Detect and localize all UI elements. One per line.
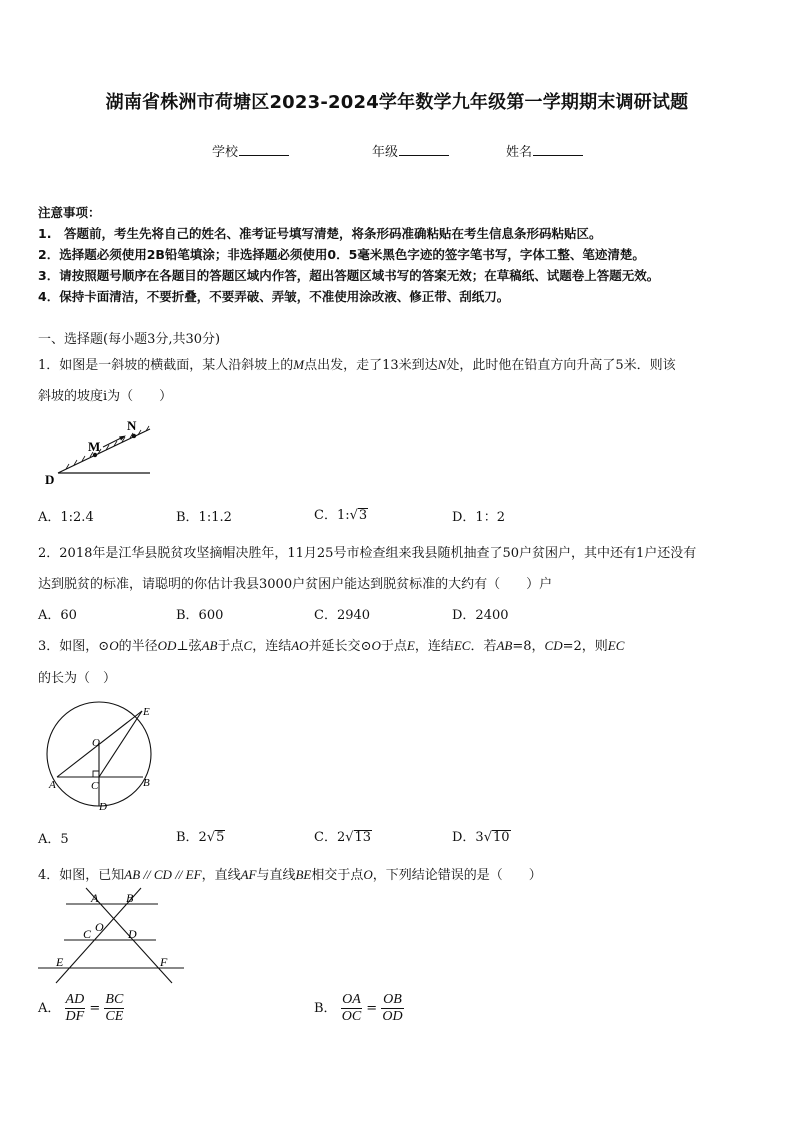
notice-title: 注意事项： [38, 205, 101, 220]
q1-stem [38, 354, 676, 373]
name-label: 姓名 [506, 145, 533, 160]
label-m: M [88, 439, 101, 454]
fraction [104, 992, 124, 1025]
q3-var: EC [453, 638, 471, 653]
q3-option-d-prefix: D．3 [452, 830, 484, 845]
q3-var: O [371, 638, 381, 653]
slope-line [58, 429, 150, 473]
q3-var: AO [291, 638, 309, 653]
q3-stem [38, 635, 624, 654]
label-b: B [126, 891, 134, 905]
slope-hatching [66, 426, 149, 469]
q1-text: 1．如图是一斜坡的横截面，某人沿斜坡上的 [38, 358, 294, 373]
equals-sign: = [89, 1001, 101, 1016]
notice-item: 4．保持卡面清洁，不要折叠，不要弄破、弄皱，不准使用涂改液、修正带、刮纸刀。 [38, 289, 510, 304]
q2-stem-line2: 达到脱贫的标准，请聪明的你估计我县3000户贫困户能达到脱贫标准的大约有（ ）户 [38, 577, 553, 592]
notice-item: 1. 答题前，考生先将自己的姓名、准考证号填写清楚，将条形码准确粘贴在考生信息条形码粘贴区。 [38, 226, 602, 241]
q1-text: 点出发，走了13米到达 [304, 358, 438, 373]
q3-text: 并延长交 [308, 639, 361, 654]
q4-option-b[interactable] [314, 992, 404, 1025]
sqrt-sign: √ [349, 508, 358, 523]
q3-option-b-radicand: 5 [216, 830, 225, 845]
q3-option-d-radicand: 10 [493, 830, 510, 845]
point-n [132, 434, 136, 438]
q3-option-c-radicand: 13 [354, 830, 372, 845]
line-ec [99, 711, 142, 777]
q4-stem [38, 864, 542, 883]
q1-var-n: N [437, 357, 447, 372]
q3-option-b-prefix: B．2 [176, 830, 207, 845]
q3-var: AB [496, 638, 513, 653]
q3-var: AB [201, 638, 218, 653]
q3-text: 于点 [217, 639, 244, 654]
circle-symbol: ⊙ [360, 639, 372, 654]
q2-option-c[interactable]: C．2940 [314, 608, 371, 623]
circle-symbol: ⊙ [98, 639, 110, 654]
right-angle-mark [93, 771, 99, 777]
label-a: A [91, 891, 99, 905]
sqrt-sign: √ [206, 830, 216, 845]
equals-sign: = [366, 1001, 378, 1016]
grade-field [372, 141, 449, 160]
arrow-head [119, 436, 126, 441]
q2-option-a[interactable]: A．60 [38, 608, 77, 623]
q1-text: 处，此时他在铅直方向升高了5米．则该 [446, 358, 676, 373]
q1-option-b[interactable]: B．1:1.2 [176, 510, 232, 525]
q4-parallel-lines-figure [36, 886, 188, 984]
label-o: O [92, 737, 100, 749]
q2-option-d[interactable]: D．2400 [452, 608, 509, 623]
fraction [381, 992, 403, 1025]
denominator: OC [341, 1009, 362, 1024]
numerator: OB [383, 992, 402, 1007]
q1-stem-line2: 斜坡的坡度i为（ ） [38, 389, 173, 404]
denominator: DF [65, 1009, 85, 1024]
label-f: F [160, 955, 168, 969]
fraction [65, 992, 86, 1025]
q3-option-b[interactable] [176, 826, 225, 845]
label-d: D [128, 927, 137, 941]
q4-var: AB // CD // EF [124, 867, 202, 882]
q4-option-a[interactable] [38, 992, 124, 1025]
school-label: 学校 [212, 145, 239, 160]
q4-text: 与直线 [256, 868, 296, 883]
label-o: O [95, 920, 104, 934]
q1-option-d[interactable]: D．1：2 [452, 510, 505, 525]
q1-slope-figure [40, 414, 160, 488]
q1-var-m: M [293, 357, 305, 372]
label-n: N [127, 418, 137, 433]
q1-option-c[interactable] [314, 504, 368, 523]
q4-text: 相交于点 [311, 868, 364, 883]
section-title: 一、选择题(每小题3分,共30分) [38, 332, 221, 347]
grade-label: 年级 [372, 145, 399, 160]
q3-option-a[interactable]: A．5 [38, 832, 69, 847]
sqrt-sign: √ [483, 830, 492, 845]
q3-option-d[interactable] [452, 826, 511, 845]
q3-var: EC [607, 638, 625, 653]
name-blank [533, 143, 583, 156]
numerator: OA [342, 992, 361, 1007]
q2-option-b[interactable]: B．600 [176, 608, 224, 623]
label-d: D [45, 472, 55, 487]
name-field [506, 141, 583, 160]
q3-text: ⊥弦 [176, 639, 202, 654]
q4-option-a-label: A． [38, 1001, 61, 1016]
q1-option-a[interactable]: A．1:2.4 [38, 510, 94, 525]
label-e: E [143, 706, 150, 718]
notice-item: 3．请按照题号顺序在各题目的答题区域内作答，超出答题区域书写的答案无效；在草稿纸、试题卷上答题无效。 [38, 268, 660, 283]
q3-var: CD [544, 638, 563, 653]
q3-text: =2，则 [562, 639, 608, 654]
q4-option-b-label: B． [314, 1001, 337, 1016]
q3-stem-line2: 的长为（ ） [38, 671, 117, 686]
q2-stem: 2．2018年是江华县脱贫攻坚摘帽决胜年，11月25号市检查组来我县随机抽查了50户贫困户，其中还有1户还没有 [38, 546, 697, 561]
q3-text: 3．如图， [38, 639, 99, 654]
label-c: C [91, 780, 99, 792]
label-d: D [99, 801, 107, 813]
school-blank [239, 143, 289, 156]
q4-var: O [363, 867, 373, 882]
q3-text: =8， [512, 639, 545, 654]
q3-text: ，连结 [252, 639, 292, 654]
sqrt-sign: √ [345, 830, 354, 845]
school-field [212, 141, 289, 160]
numerator: BC [105, 992, 124, 1007]
q3-option-c-prefix: C．2 [314, 830, 346, 845]
q4-text: 4．如图，已知 [38, 868, 125, 883]
q4-var: BE [295, 867, 312, 882]
q1-option-c-radicand: 3 [358, 508, 368, 523]
q3-option-c[interactable] [314, 826, 372, 845]
q4-text: ，下列结论错误的是（ ） [372, 868, 542, 883]
q3-var: OD [157, 638, 177, 653]
q3-var: C [243, 638, 253, 653]
q3-text: ．若 [470, 639, 497, 654]
label-e: E [56, 955, 64, 969]
fraction [341, 992, 362, 1025]
q3-var: E [406, 638, 415, 653]
exam-title: 湖南省株洲市荷塘区2023-2024学年数学九年级第一学期期末调研试题 [105, 92, 689, 113]
denominator: CE [105, 1009, 124, 1024]
grade-blank [399, 143, 449, 156]
denominator: OD [382, 1009, 403, 1024]
q3-text: ，连结 [414, 639, 454, 654]
q4-text: ，直线 [201, 868, 241, 883]
notice-item: 2．选择题必须使用2B铅笔填涂；非选择题必须使用0．5毫米黑色字迹的签字笔书写，字体工整、笔迹清楚。 [38, 247, 645, 262]
numerator: AD [65, 992, 85, 1007]
q4-var: AF [240, 867, 257, 882]
q3-text: 的半径 [118, 639, 158, 654]
label-a: A [49, 779, 56, 791]
q3-circle-figure [40, 700, 170, 815]
q3-var: O [109, 638, 119, 653]
label-c: C [83, 927, 92, 941]
q3-text: 于点 [380, 639, 407, 654]
label-b: B [143, 777, 150, 789]
q1-option-c-prefix: C．1: [314, 508, 350, 523]
